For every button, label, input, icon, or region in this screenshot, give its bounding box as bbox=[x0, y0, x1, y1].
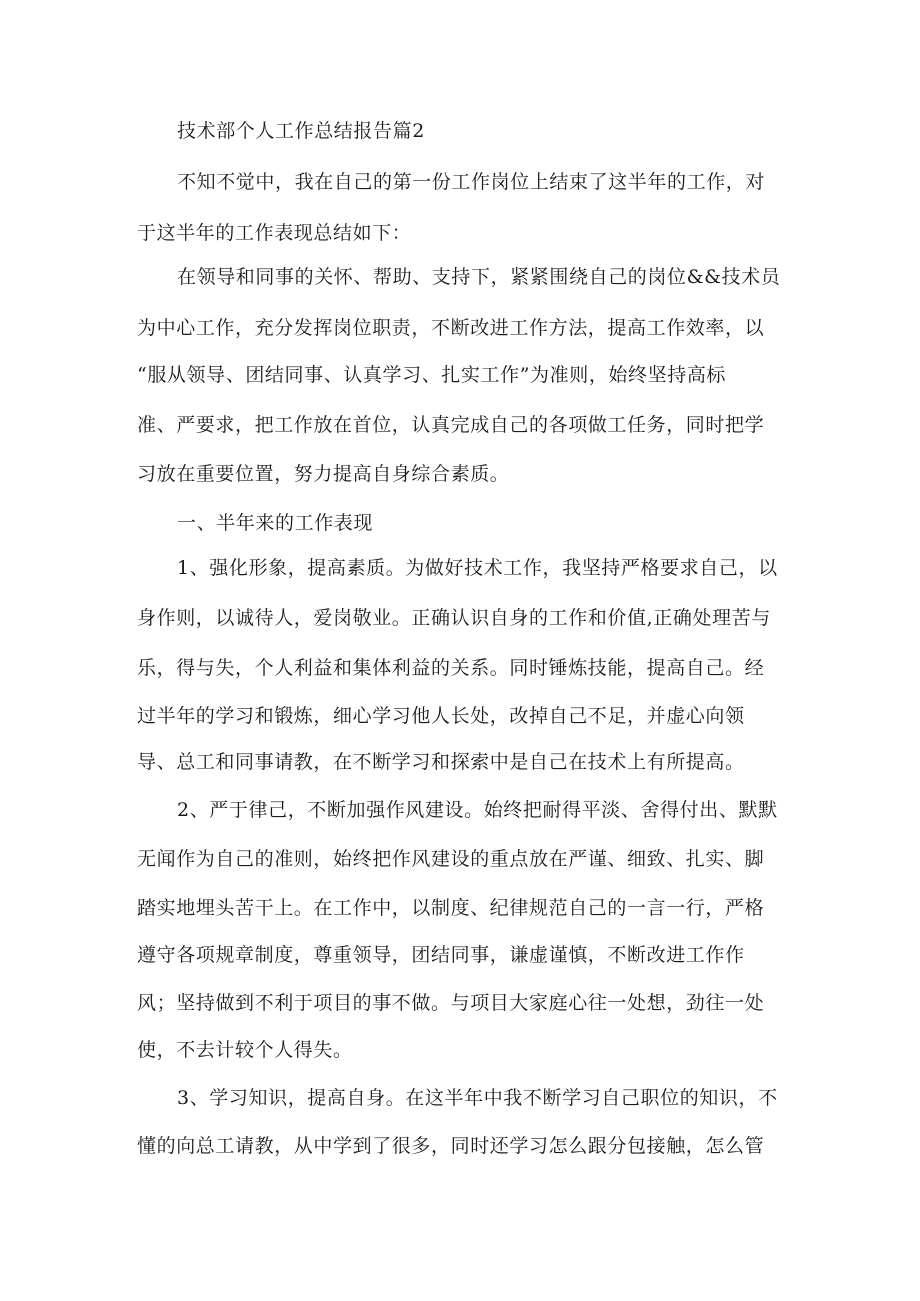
text-line: 风；坚持做到不利于项目的事不做。与项目大家庭心往一处想，劲往一处 bbox=[137, 992, 765, 1014]
text-line: 不知不觉中，我在自己的第一份工作岗位上结束了这半年的工作，对 bbox=[177, 171, 766, 193]
text-line: 身作则，以诚待人，爱岗敬业。正确认识自身的工作和价值,正确处理苦与 bbox=[137, 607, 771, 629]
text-line: 懂的向总工请教，从中学到了很多，同时还学习怎么跟分包接触，怎么管 bbox=[137, 1135, 765, 1157]
section-heading: 一、半年来的工作表现 bbox=[177, 512, 374, 534]
text-line: 导、总工和同事请教，在不断学习和探索中是自己在技术上有所提高。 bbox=[137, 751, 745, 773]
text-line: 为中心工作，充分发挥岗位职责，不断改进工作方法，提高工作效率，以 bbox=[137, 317, 765, 339]
document-title: 技术部个人工作总结报告篇2 bbox=[177, 120, 425, 142]
text-line: 准、严要求，把工作放在首位，认真完成自己的各项做工任务，同时把学 bbox=[137, 414, 765, 436]
text-line: 过半年的学习和锻炼，细心学习他人长处，改掉自己不足，并虚心向领 bbox=[137, 705, 745, 727]
text-line: 1、强化形象，提高素质。为做好技术工作，我坚持严格要求自己，以 bbox=[177, 557, 778, 579]
text-line: 无闻作为自己的准则，始终把作风建设的重点放在严谨、细致、扎实、脚 bbox=[137, 848, 765, 870]
text-line: 乐，得与失，个人利益和集体利益的关系。同时锤炼技能，提高自己。经 bbox=[137, 657, 765, 679]
text-line: 在领导和同事的关怀、帮助、支持下，紧紧围绕自己的岗位&&技术员 bbox=[177, 266, 781, 288]
text-line: 踏实地埋头苦干上。在工作中，以制度、纪律规范自己的一言一行，严格 bbox=[137, 897, 765, 919]
text-line: 遵守各项规章制度，尊重领导，团结同事，谦虚谨慎，不断改进工作作 bbox=[137, 944, 745, 966]
text-line: 于这半年的工作表现总结如下： bbox=[137, 222, 412, 244]
text-line: 3、学习知识，提高自身。在这半年中我不断学习自己职位的知识，不 bbox=[177, 1087, 778, 1109]
text-line: 习放在重要位置，努力提高自身综合素质。 bbox=[137, 463, 510, 485]
text-line: 使，不去计较个人得失。 bbox=[137, 1039, 353, 1061]
text-line: “服从领导、团结同事、认真学习、扎实工作”为准则，始终坚持高标 bbox=[137, 364, 727, 386]
text-line: 2、严于律己，不断加强作风建设。始终把耐得平淡、舍得付出、默默 bbox=[177, 799, 778, 821]
